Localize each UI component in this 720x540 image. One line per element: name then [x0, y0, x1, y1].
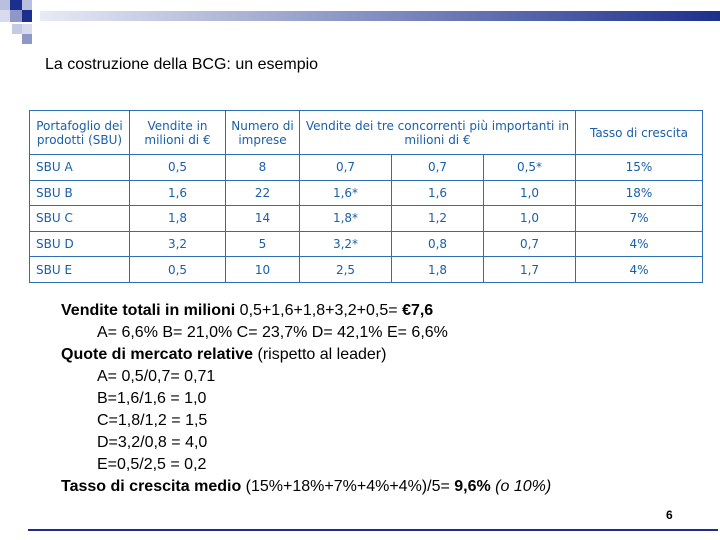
average-growth-line: Tasso di crescita medio (15%+18%+7%+4%+4%)/5= 9,6% (o 10%) — [61, 478, 552, 495]
header-growth: Tasso di crescita — [576, 111, 703, 155]
sbu-cell: SBU A — [30, 155, 130, 181]
total-sales-line: Vendite totali in milioni 0,5+1,6+1,8+3,2+0,5= €7,6 — [61, 302, 434, 319]
table-row — [30, 155, 703, 181]
table-cell: 1,8 — [392, 257, 484, 283]
table-cell: 1,2 — [392, 206, 484, 232]
table-cell: 0,7 — [300, 155, 392, 181]
sbu-cell: SBU C — [30, 206, 130, 232]
decorative-header — [0, 0, 720, 50]
table-cell: 0,5 — [130, 257, 226, 283]
table-cell: 1,0 — [484, 206, 576, 232]
table-cell: 18% — [576, 180, 703, 206]
table-cell: 1,8* — [300, 206, 392, 232]
table-cell: 7% — [576, 206, 703, 232]
table-cell: 22 — [226, 180, 300, 206]
table-row — [30, 257, 703, 283]
table-cell: 0,7 — [484, 231, 576, 257]
header-competitors: Vendite dei tre concorrenti più importanti in milioni di € — [300, 111, 576, 155]
relative-share-heading: Quote di mercato relative (rispetto al leader) — [61, 346, 387, 363]
table-cell: 1,7 — [484, 257, 576, 283]
header-sales: Vendite in milioni di € — [130, 111, 226, 155]
table-cell: 1,6 — [130, 180, 226, 206]
relative-share-a: A= 0,5/0,7= 0,71 — [97, 368, 216, 385]
sbu-cell: SBU B — [30, 180, 130, 206]
table-cell: 3,2* — [300, 231, 392, 257]
table-cell: 0,8 — [392, 231, 484, 257]
table-cell: 1,0 — [484, 180, 576, 206]
table-cell: 3,2 — [130, 231, 226, 257]
table-cell: 0,5* — [484, 155, 576, 181]
footer-divider — [28, 529, 718, 531]
header-firms: Numero di imprese — [226, 111, 300, 155]
relative-share-b: B=1,6/1,6 = 1,0 — [97, 390, 207, 407]
table-cell: 0,5 — [130, 155, 226, 181]
market-shares-line: A= 6,6% B= 21,0% C= 23,7% D= 42,1% E= 6,6% — [97, 324, 448, 341]
table-cell: 4% — [576, 231, 703, 257]
bcg-table — [29, 110, 703, 283]
table-cell: 14 — [226, 206, 300, 232]
table-cell: 0,7 — [392, 155, 484, 181]
sbu-cell: SBU E — [30, 257, 130, 283]
table-cell: 2,5 — [300, 257, 392, 283]
slide-title: La costruzione della BCG: un esempio — [45, 56, 319, 73]
page-number: 6 — [666, 508, 673, 522]
table-row — [30, 180, 703, 206]
table-cell: 8 — [226, 155, 300, 181]
table-row — [30, 206, 703, 232]
table-header-row — [30, 111, 703, 155]
table-cell: 10 — [226, 257, 300, 283]
sbu-cell: SBU D — [30, 231, 130, 257]
header-portfolio: Portafoglio dei prodotti (SBU) — [30, 111, 130, 155]
relative-share-c: C=1,8/1,2 = 1,5 — [97, 412, 208, 429]
table-row — [30, 231, 703, 257]
table-cell: 15% — [576, 155, 703, 181]
relative-share-d: D=3,2/0,8 = 4,0 — [97, 434, 208, 451]
table-cell: 1,6* — [300, 180, 392, 206]
table-cell: 4% — [576, 257, 703, 283]
table-cell: 1,6 — [392, 180, 484, 206]
slide-body — [61, 300, 551, 498]
table-cell: 1,8 — [130, 206, 226, 232]
table-cell: 5 — [226, 231, 300, 257]
relative-share-e: E=0,5/2,5 = 0,2 — [97, 456, 207, 473]
